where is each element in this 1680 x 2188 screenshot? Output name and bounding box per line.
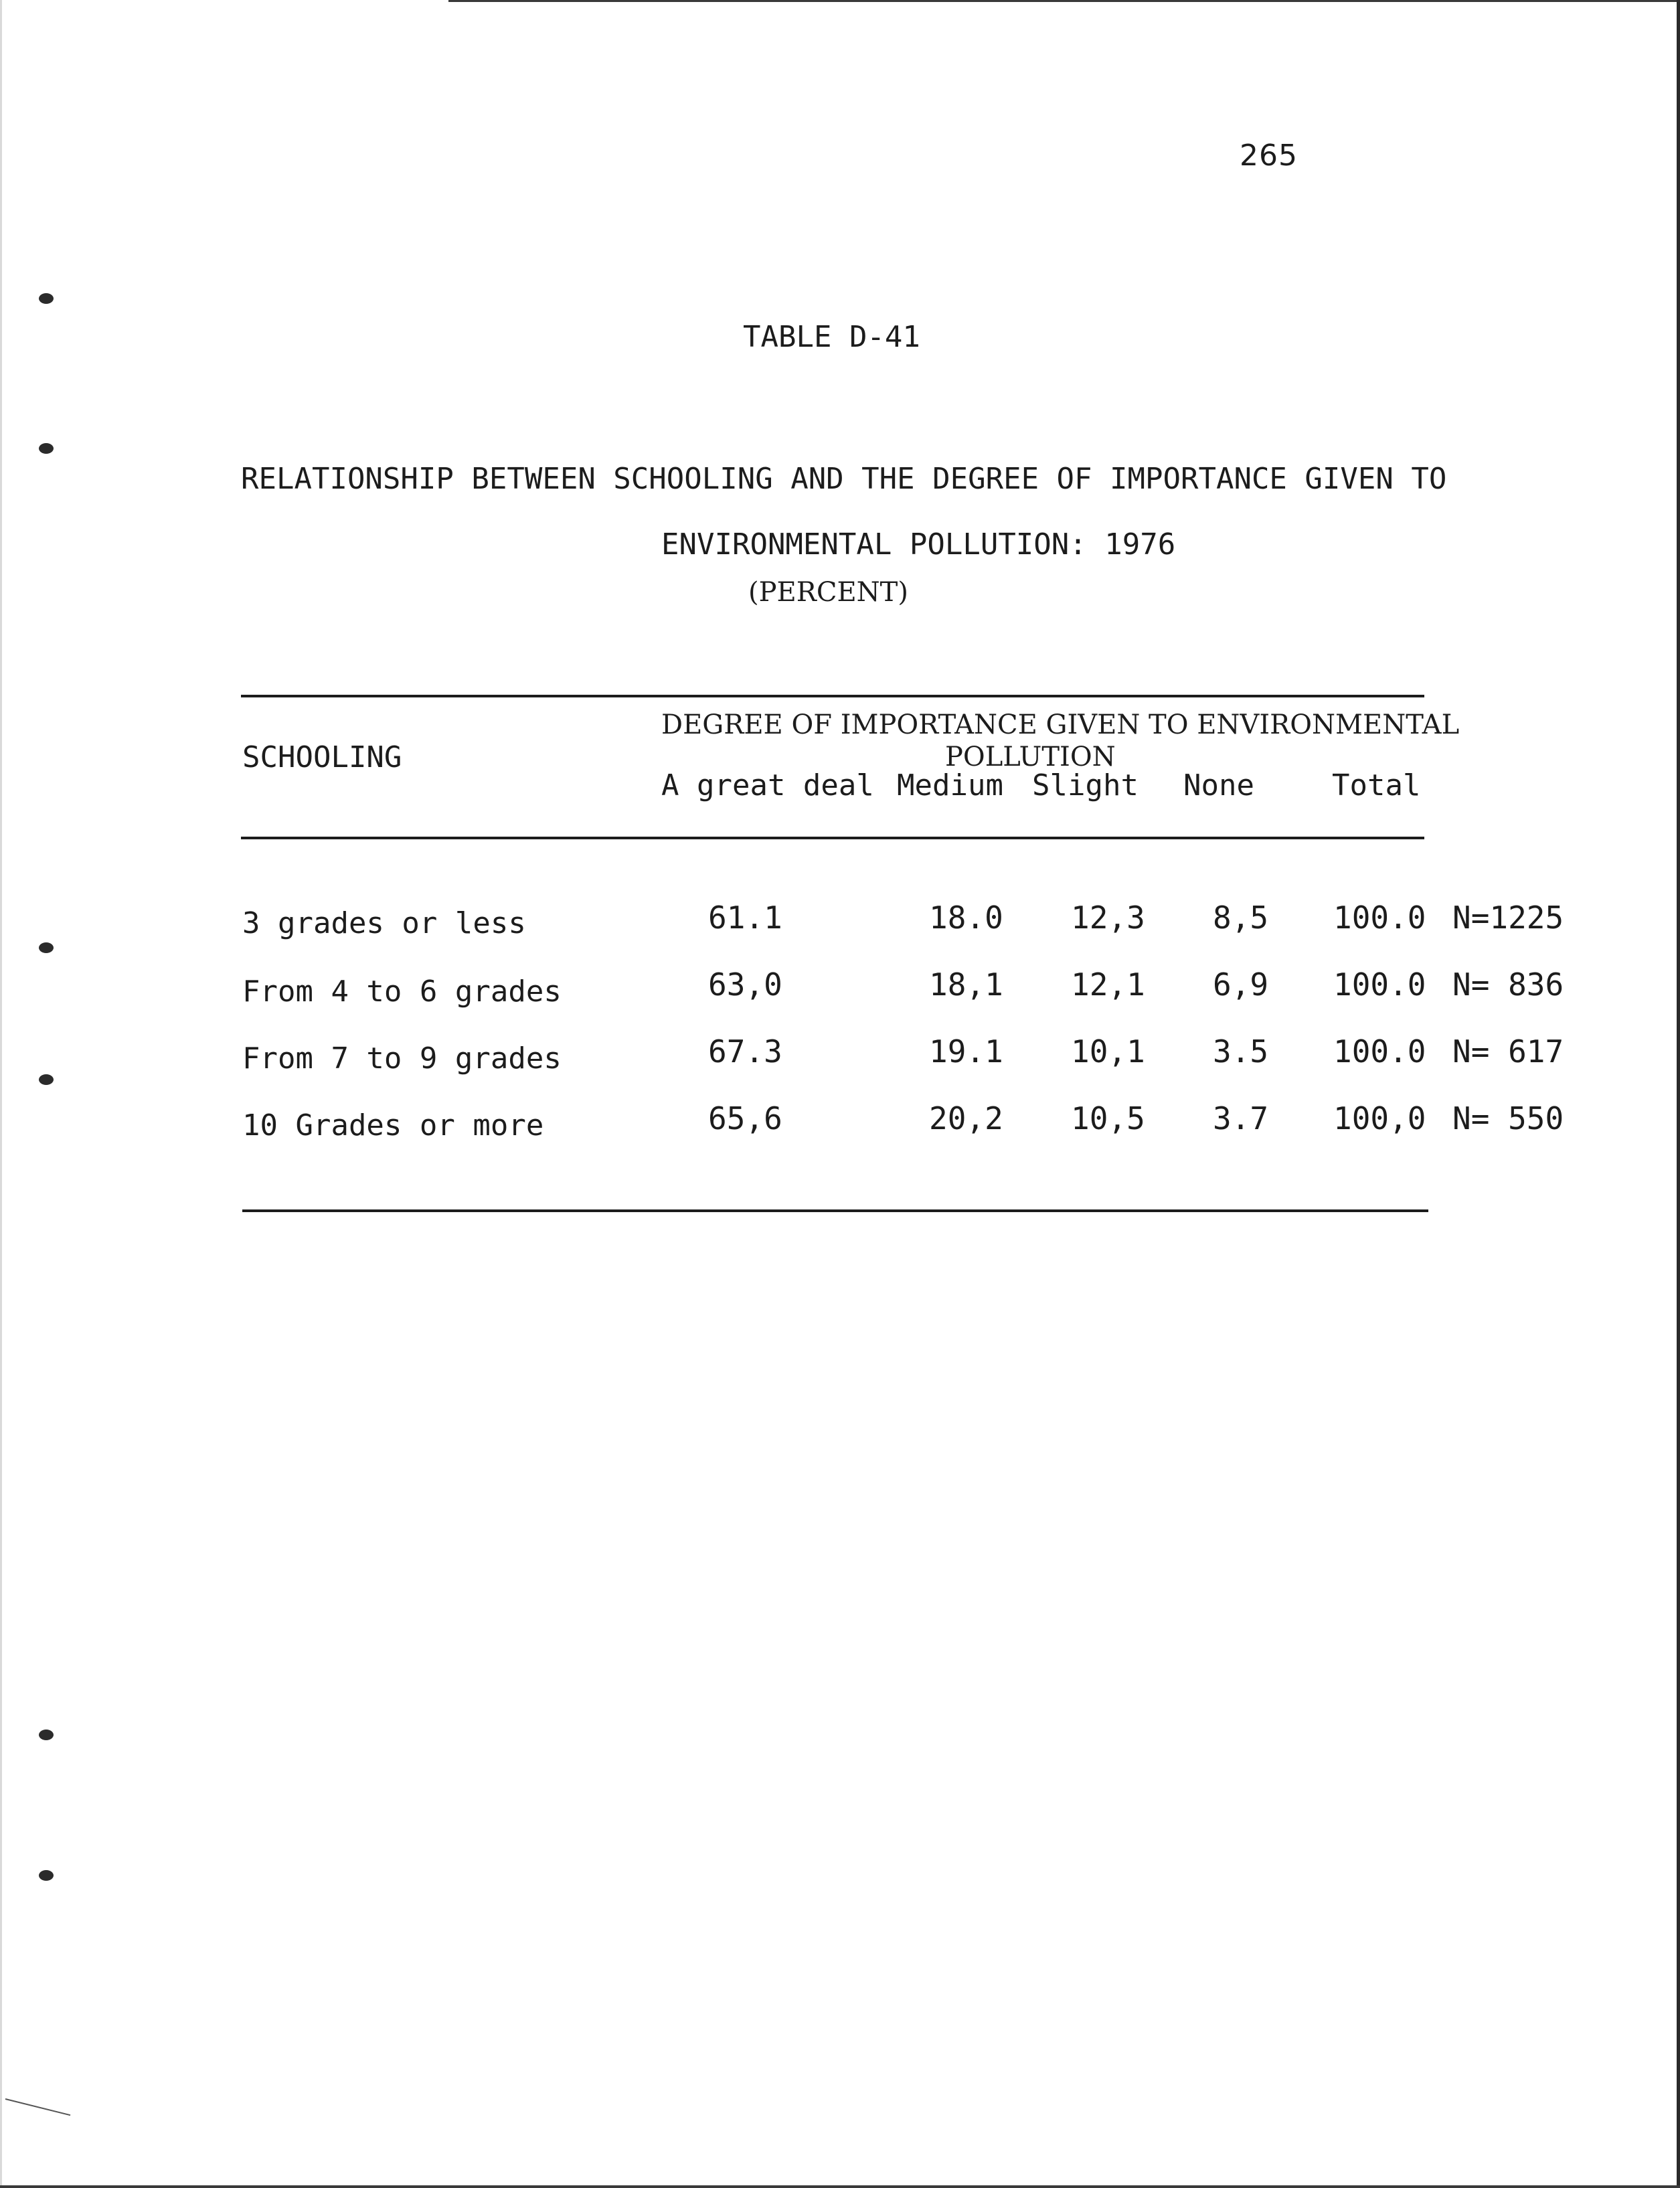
column-header-great-deal: A great deal bbox=[661, 768, 874, 803]
punch-hole-mark bbox=[39, 1730, 54, 1740]
scan-right-edge bbox=[1677, 0, 1680, 2188]
row-header-schooling: SCHOOLING bbox=[242, 740, 402, 774]
column-header-total: Total bbox=[1332, 768, 1421, 803]
cell-none: 3.5 bbox=[1213, 1033, 1269, 1070]
cell-total: 100.0 bbox=[1333, 900, 1426, 936]
cell-sample-size: N= 836 bbox=[1452, 966, 1564, 1003]
cell-total: 100,0 bbox=[1333, 1100, 1426, 1137]
cell-total: 100.0 bbox=[1333, 1033, 1426, 1070]
cell-slight: 10,5 bbox=[1071, 1100, 1145, 1137]
punch-hole-mark bbox=[39, 1074, 54, 1085]
scan-bottom-edge bbox=[0, 2185, 1680, 2188]
column-spanner-header-cont: POLLUTION bbox=[945, 742, 1116, 772]
cell-sample-size: N=1225 bbox=[1452, 900, 1564, 936]
row-label: From 4 to 6 grades bbox=[242, 975, 562, 1009]
cell-none: 6,9 bbox=[1213, 966, 1269, 1003]
table-unit-label: (PERCENT) bbox=[748, 577, 908, 608]
cell-medium: 20,2 bbox=[929, 1100, 1003, 1137]
cell-slight: 10,1 bbox=[1071, 1033, 1145, 1070]
punch-hole-mark bbox=[39, 942, 54, 953]
cell-total: 100.0 bbox=[1333, 966, 1426, 1003]
column-spanner-header: DEGREE OF IMPORTANCE GIVEN TO ENVIRONMENTAL bbox=[661, 709, 1460, 740]
punch-hole-mark bbox=[39, 293, 54, 304]
cell-great-deal: 61.1 bbox=[708, 900, 782, 936]
row-label: From 7 to 9 grades bbox=[242, 1041, 562, 1076]
table-bottom-rule bbox=[242, 1209, 1428, 1212]
cell-slight: 12,1 bbox=[1071, 966, 1145, 1003]
cell-medium: 18.0 bbox=[929, 900, 1003, 936]
table-title-line-1: RELATIONSHIP BETWEEN SCHOOLING AND THE DEGREE OF IMPORTANCE GIVEN TO bbox=[241, 462, 1447, 496]
page-number: 265 bbox=[1240, 139, 1298, 173]
cell-great-deal: 67.3 bbox=[708, 1033, 782, 1070]
scan-top-edge bbox=[448, 0, 1680, 2]
table-label: TABLE D-41 bbox=[743, 320, 920, 354]
row-label: 3 grades or less bbox=[242, 906, 526, 940]
scan-left-edge bbox=[0, 0, 2, 2188]
row-label: 10 Grades or more bbox=[242, 1108, 544, 1143]
punch-hole-mark bbox=[39, 443, 54, 454]
column-header-medium: Medium bbox=[897, 768, 1003, 803]
cell-great-deal: 65,6 bbox=[708, 1100, 782, 1137]
cell-medium: 18,1 bbox=[929, 966, 1003, 1003]
punch-hole-mark bbox=[39, 1870, 54, 1881]
cell-none: 8,5 bbox=[1213, 900, 1269, 936]
table-header-rule bbox=[241, 837, 1424, 839]
table-top-rule bbox=[241, 695, 1424, 697]
cell-slight: 12,3 bbox=[1071, 900, 1145, 936]
cell-sample-size: N= 617 bbox=[1452, 1033, 1564, 1070]
column-header-none: None bbox=[1183, 768, 1254, 803]
cell-none: 3.7 bbox=[1213, 1100, 1269, 1137]
cell-great-deal: 63,0 bbox=[708, 966, 782, 1003]
cell-sample-size: N= 550 bbox=[1452, 1100, 1564, 1137]
column-header-slight: Slight bbox=[1032, 768, 1139, 803]
scan-scratch-mark bbox=[5, 2098, 71, 2116]
table-title-line-2: ENVIRONMENTAL POLLUTION: 1976 bbox=[661, 527, 1176, 562]
cell-medium: 19.1 bbox=[929, 1033, 1003, 1070]
